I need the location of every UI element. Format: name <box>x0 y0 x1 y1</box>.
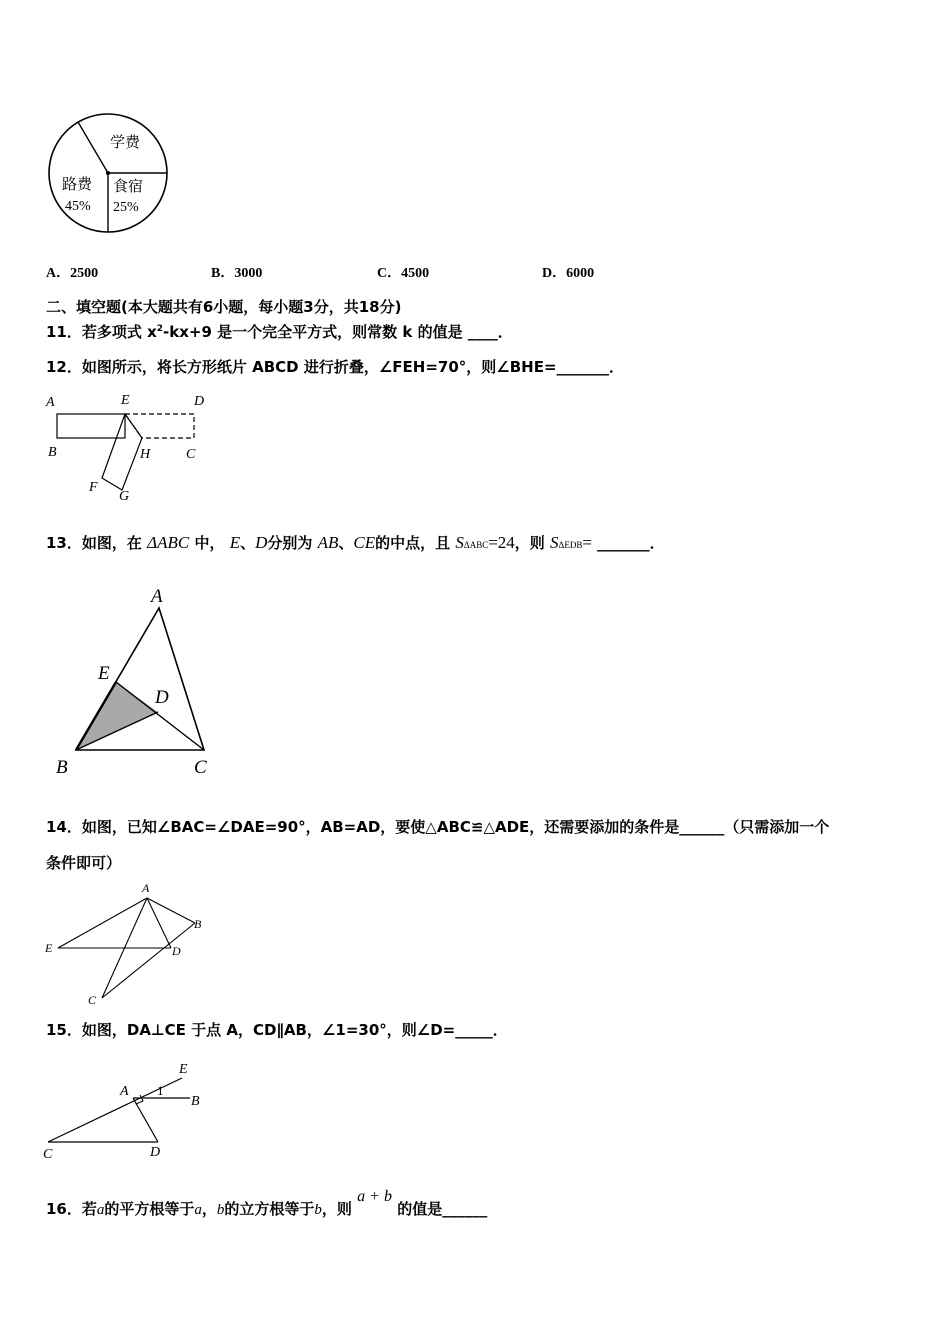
q11-text-a: 11．若多项式 x <box>46 323 157 341</box>
q16-a2: a <box>194 1202 202 1218</box>
q13-label-c: C <box>194 757 207 778</box>
q16-p3: ， <box>201 1200 217 1218</box>
pie-label-travel: 路费 <box>62 175 93 193</box>
q11-sup: 2 <box>156 324 164 334</box>
q12-label-h: H <box>140 447 151 462</box>
q12-label-c: C <box>186 447 196 462</box>
q16-b: b <box>216 1202 225 1218</box>
option-d: D．6000 <box>542 266 595 281</box>
q13-label-d: D <box>155 687 169 708</box>
q13-p2: 中， <box>194 534 225 552</box>
q16-p5: ，则 <box>321 1200 352 1218</box>
question-12: 12．如图所示，将长方形纸片 ABCD 进行折叠，∠FEH=70°，则∠BHE=_______． <box>46 358 625 376</box>
q12-figure <box>44 388 224 506</box>
pie-center <box>106 171 110 175</box>
q13-s2: S <box>550 533 559 552</box>
question-13 <box>46 532 665 553</box>
q15-label-e: E <box>179 1062 188 1077</box>
question-15: 15．如图，DA⊥CE 于点 A，CD∥AB，∠1=30°，则∠D=_____． <box>46 1021 508 1039</box>
option-b: B．3000 <box>211 266 263 281</box>
pie-chart <box>44 110 174 238</box>
q15-figure <box>40 1058 220 1168</box>
q13-p3: 分别为 <box>267 534 313 552</box>
question-14-line2: 条件即可） <box>46 854 122 872</box>
q13-label-b: B <box>56 757 68 778</box>
q16-a: a <box>96 1202 105 1218</box>
q13-eq1: =24 <box>488 533 515 552</box>
q13-p1: 13．如图，在 <box>46 534 142 552</box>
pie-value-food: 25% <box>113 200 139 215</box>
q16-p2: 的平方根等于 <box>104 1200 195 1218</box>
q14-label-c: C <box>88 993 97 1007</box>
pie-divider-1 <box>78 122 108 173</box>
q12-label-d: D <box>194 394 205 409</box>
q13-eq2: = <box>582 533 592 552</box>
q13-s2sub: ΔEDB <box>558 540 583 550</box>
q14-label-e: E <box>45 941 53 955</box>
pie-label-tuition: 学费 <box>110 133 141 151</box>
q13-s1sub: ΔABC <box>463 540 489 550</box>
q16-p1: 16．若 <box>46 1200 97 1218</box>
pie-value-travel: 45% <box>65 199 91 214</box>
q13-p5: ，则 <box>514 534 545 552</box>
q15-label-c: C <box>43 1147 53 1162</box>
q13-sep: 、 <box>240 534 256 552</box>
q12-label-a: A <box>46 395 55 410</box>
q15-label-1: 1 <box>157 1083 164 1098</box>
option-a: A．2500 <box>46 266 99 281</box>
question-14-line1: 14．如图，已知∠BAC=∠DAE=90°，AB=AD，要使△ABC≌△ADE，还需要添加的条件是______（只需添加一个 <box>46 818 830 836</box>
option-c: C．4500 <box>377 266 430 281</box>
q13-e: E <box>229 533 241 552</box>
question-16 <box>46 1188 488 1221</box>
section-heading: 二、填空题(本大题共有6小题，每小题3分，共18分) <box>46 298 402 316</box>
q11-text-b: -kx+9 是一个完全平方式，则常数 k 的值是 ____． <box>163 323 513 341</box>
q14-label-d: D <box>172 944 181 958</box>
q12-label-b: B <box>48 445 57 460</box>
q12-label-f: F <box>89 480 98 495</box>
q13-label-e: E <box>98 663 110 684</box>
q15-label-a: A <box>120 1084 129 1099</box>
q14-figure <box>40 878 220 1008</box>
q13-p4: 的中点，且 <box>375 534 451 552</box>
q16-p6: 的值是______ <box>397 1200 488 1218</box>
q13-tri: ΔABC <box>147 533 190 552</box>
question-11 <box>46 321 513 342</box>
q13-sep2: 、 <box>338 534 354 552</box>
q13-p6: _______． <box>597 534 665 552</box>
q13-d: D <box>255 533 268 552</box>
q13-label-a: A <box>151 586 163 607</box>
q13-ce: CE <box>353 533 376 552</box>
q15-label-d: D <box>150 1145 161 1160</box>
q16-p4: 的立方根等于 <box>224 1200 315 1218</box>
q15-label-b: B <box>191 1094 200 1109</box>
q16-b2: b <box>314 1202 322 1218</box>
pie-label-food: 食宿 <box>113 177 144 195</box>
q12-label-g: G <box>119 489 130 504</box>
q13-s1: S <box>455 533 464 552</box>
q14-label-b: B <box>194 917 202 931</box>
q16-frac: a + b <box>357 1188 392 1205</box>
q13-figure <box>48 582 228 782</box>
q14-label-a: A <box>142 881 150 895</box>
q13-ab: AB <box>317 533 339 552</box>
q12-label-e: E <box>121 393 130 408</box>
